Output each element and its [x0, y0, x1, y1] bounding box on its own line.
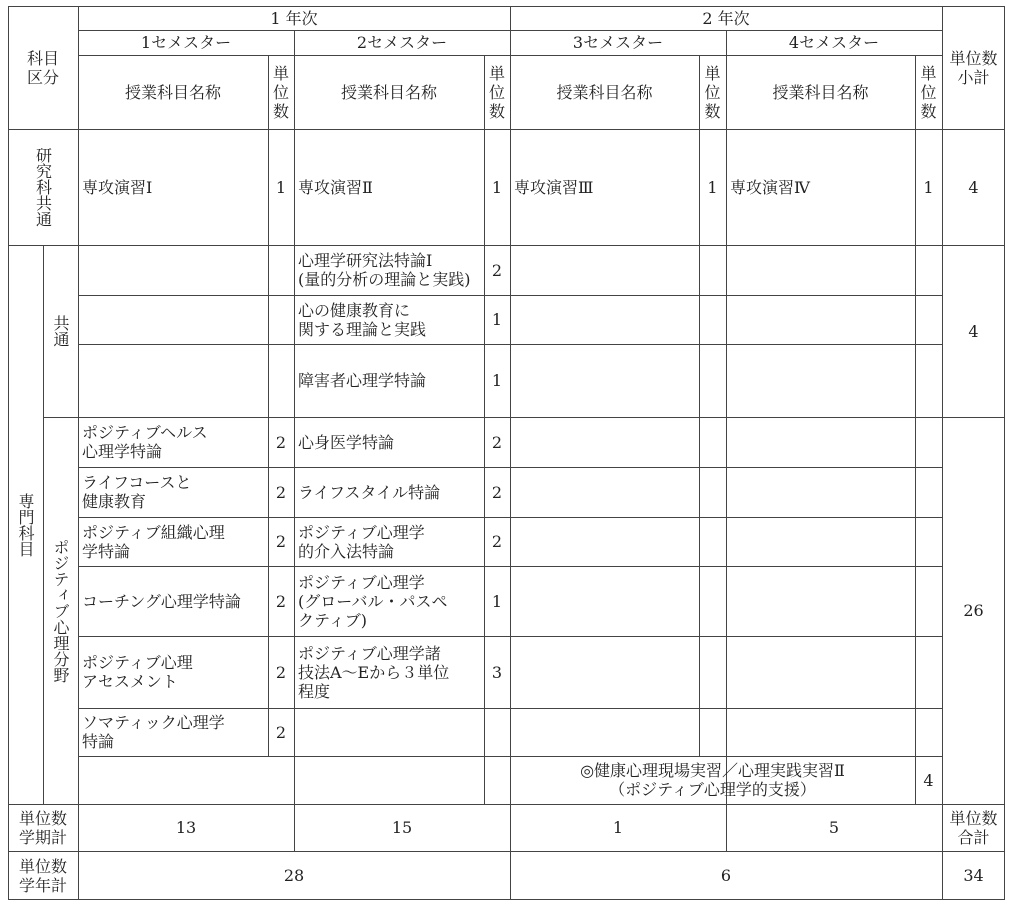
semester-total-value: 13	[175, 818, 197, 837]
category-research-common	[8, 129, 78, 245]
subtotal-value: 4	[968, 321, 979, 341]
subtotal-value: 26	[963, 601, 984, 620]
category-positive-label: ポジティブ心理分野	[51, 538, 70, 683]
category-specialized	[8, 245, 43, 804]
course-credits: 2	[275, 722, 287, 742]
course-credits: 1	[707, 177, 718, 197]
category-specialized-label: 専門科目	[16, 492, 35, 557]
semester2-header: 2セメスター	[356, 33, 448, 52]
course-credits: 1	[491, 371, 503, 390]
semester1-header: 1セメスター	[140, 33, 232, 52]
course-credits: 2	[275, 591, 287, 611]
course-name: ソマティック心理学 特論	[82, 713, 225, 751]
category-common	[43, 245, 78, 417]
grand-total-label: 単位数 合計	[949, 808, 998, 847]
course-name: ライフコースと 健康教育	[82, 473, 192, 511]
course-credits: 2	[491, 260, 503, 280]
semester-total-label: 単位数 学期計	[18, 808, 67, 847]
course-credits: 1	[491, 310, 503, 329]
credits-header: 単 位 数	[488, 63, 505, 121]
course-name: 専攻演習Ⅳ	[730, 177, 810, 197]
course-credits: 1	[491, 591, 503, 611]
course-name: ポジティブ組織心理 学特論	[82, 522, 225, 561]
course-credits: 2	[275, 482, 287, 502]
year-total-label: 単位数 学年計	[18, 856, 67, 895]
course-credits	[484, 708, 510, 756]
course-name: 専攻演習Ⅱ	[298, 177, 373, 197]
practicum-course-name: ◎健康心理現場実習／心理実践実習Ⅱ （ポジティブ心理学的支援）	[580, 761, 845, 799]
course-name: ポジティブ心理学 (グローバル・パスペ クティブ)	[298, 572, 448, 630]
course-credits: 3	[491, 662, 503, 682]
course-name-header: 授業科目名称	[556, 82, 653, 102]
course-credits: 2	[275, 432, 287, 452]
course-credits: 2	[275, 532, 287, 551]
course-credits: 2	[491, 432, 503, 452]
course-name: 心理学研究法特論Ⅰ (量的分析の理論と実践)	[298, 251, 471, 289]
category-common-label: 共通	[51, 315, 70, 347]
course-name: 専攻演習Ⅰ	[82, 177, 153, 197]
semester-total-value: 5	[828, 818, 840, 837]
course-name: ライフスタイル特論	[298, 482, 441, 502]
course-name: 心の健康教育に 関する理論と実践	[298, 300, 427, 339]
subtotal-value: 4	[968, 177, 979, 197]
year1-header: 1 年次	[270, 8, 318, 28]
credits-header: 単 位 数	[272, 63, 289, 121]
course-name: ポジティブ心理 アセスメント	[82, 653, 193, 691]
grand-total-value: 34	[963, 866, 984, 885]
course-name: ポジティブ心理学諸 技法A～Eから３単位 程度	[298, 643, 450, 701]
semester-total-value: 15	[391, 818, 413, 837]
course-name	[294, 708, 484, 756]
course-name: ポジティブ心理学 的介入法特論	[298, 522, 425, 561]
category-research-common-label: 研究科共通	[33, 147, 53, 227]
semester3-header: 3セメスター	[572, 33, 664, 52]
year-total-value: 6	[720, 866, 732, 885]
course-name: コーチング心理学特論	[82, 591, 241, 611]
course-credits: 2	[275, 662, 287, 682]
course-name-header: 授業科目名称	[124, 82, 221, 102]
course-credits: 1	[923, 177, 934, 197]
category-positive	[43, 417, 78, 804]
course-name-header: 授業科目名称	[340, 82, 437, 102]
semester-total-value: 1	[612, 818, 624, 837]
practicum-credits: 4	[923, 770, 934, 790]
credits-header: 単 位 数	[920, 63, 937, 121]
year-total-value: 28	[283, 866, 305, 885]
course-name: 心身医学特論	[298, 432, 395, 452]
course-credits: 2	[491, 532, 503, 551]
credits-header: 単 位 数	[704, 63, 721, 121]
course-credits: 2	[491, 482, 503, 502]
course-credits: 1	[275, 177, 287, 197]
year2-header: 2 年次	[702, 8, 750, 28]
subtotal-header: 単位数 小計	[949, 48, 998, 87]
course-name: 専攻演習Ⅲ	[514, 177, 594, 197]
course-name: ポジティブヘルス 心理学特論	[82, 423, 208, 461]
semester4-header: 4セメスター	[788, 33, 880, 52]
course-name-header: 授業科目名称	[772, 82, 869, 102]
course-name: 障害者心理学特論	[298, 371, 427, 390]
course-credits: 1	[491, 177, 503, 197]
category-header: 科目 区分	[26, 48, 59, 87]
